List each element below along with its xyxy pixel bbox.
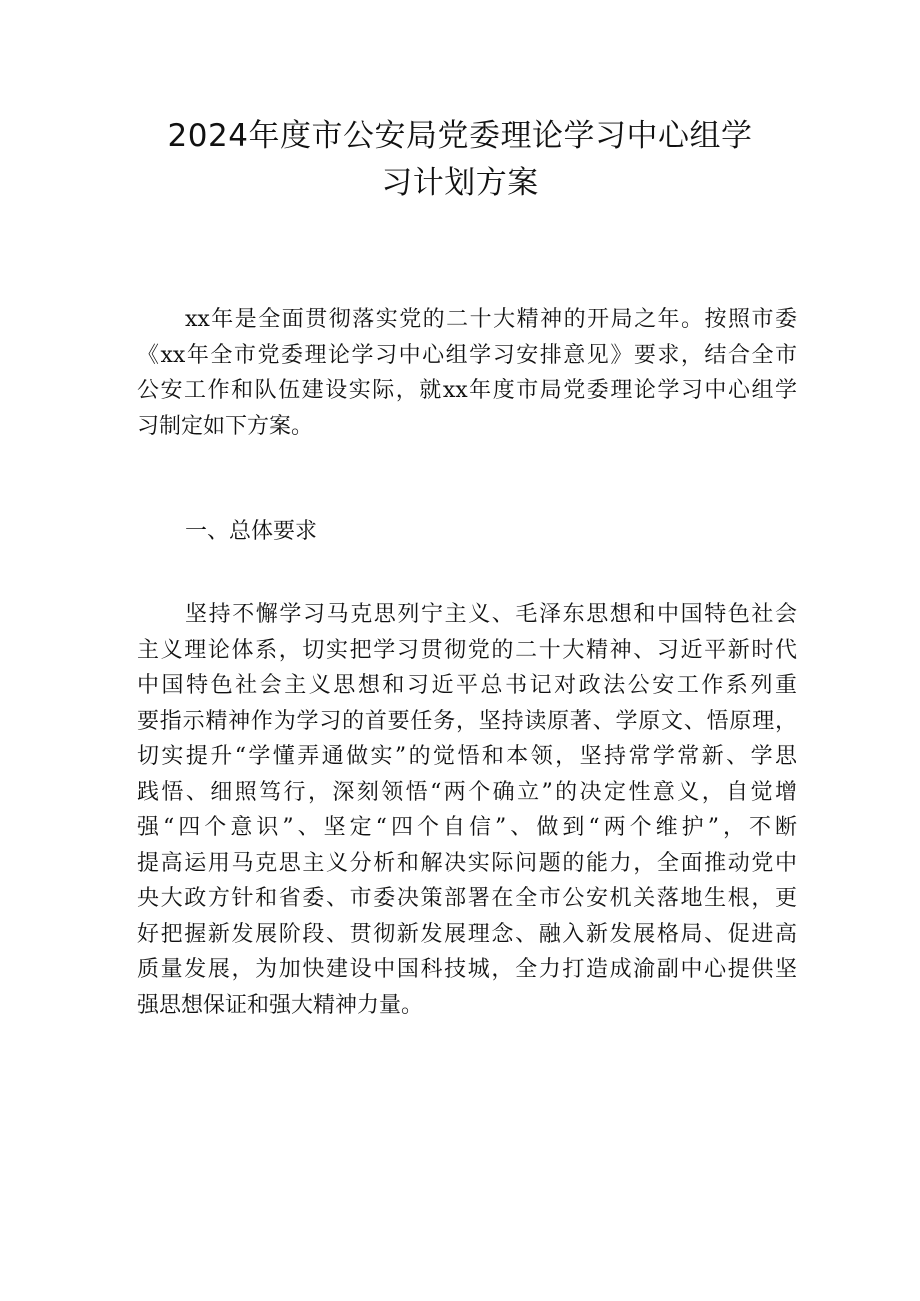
paragraph-line: 提高运用马克思主义分析和解决实际问题的能力，全面推动党中 [137,850,797,876]
paragraph-line: 央大政方针和省委、市委决策部署在全市公安机关落地生根，更 [137,886,797,911]
section-1-paragraph [137,597,797,1023]
paragraph-line: 要指示精神作为学习的首要任务，坚持读原著、学原文、悟原理， [137,708,797,734]
document-title-line-2: 习计划方案 [381,165,539,201]
paragraph-line: xx年是全面贯彻落实党的二十大精神的开局之年。按照市委 [185,307,797,332]
section-heading: 一、总体要求 [185,519,318,544]
paragraph-line: 践悟、细照笃行，深刻领悟“两个确立”的决定性意义，自觉增 [137,779,797,805]
paragraph-line: 质量发展，为加快建设中国科技城，全力打造成渝副中心提供坚 [137,957,797,982]
paragraph-line: 切实提升“学懂弄通做实”的觉悟和本领，坚持常学常新、学思 [137,744,797,769]
paragraph-line: 好把握新发展阶段、贯彻新发展理念、融入新发展格局、促进高 [137,921,797,947]
intro-paragraph [137,302,797,444]
paragraph-line: 坚持不懈学习马克思列宁主义、毛泽东思想和中国特色社会 [185,602,797,627]
paragraph-line: 强“四个意识”、坚定“四个自信”、做到“两个维护”，不断 [137,815,797,840]
paragraph-line: 公安工作和队伍建设实际，就xx年度市局党委理论学习中心组学 [137,378,797,403]
paragraph-line: 习制定如下方案。 [137,413,314,439]
paragraph-line: 主义理论体系，切实把学习贯彻党的二十大精神、习近平新时代 [137,637,797,663]
paragraph-line: 中国特色社会主义思想和习近平总书记对政法公安工作系列重 [137,673,797,698]
document-title-line-1: 2024年度市公安局党委理论学习中心组学 [167,118,753,154]
paragraph-line: 《xx年全市党委理论学习中心组学习安排意见》要求，结合全市 [137,342,797,368]
paragraph-line: 强思想保证和强大精神力量。 [137,992,424,1018]
